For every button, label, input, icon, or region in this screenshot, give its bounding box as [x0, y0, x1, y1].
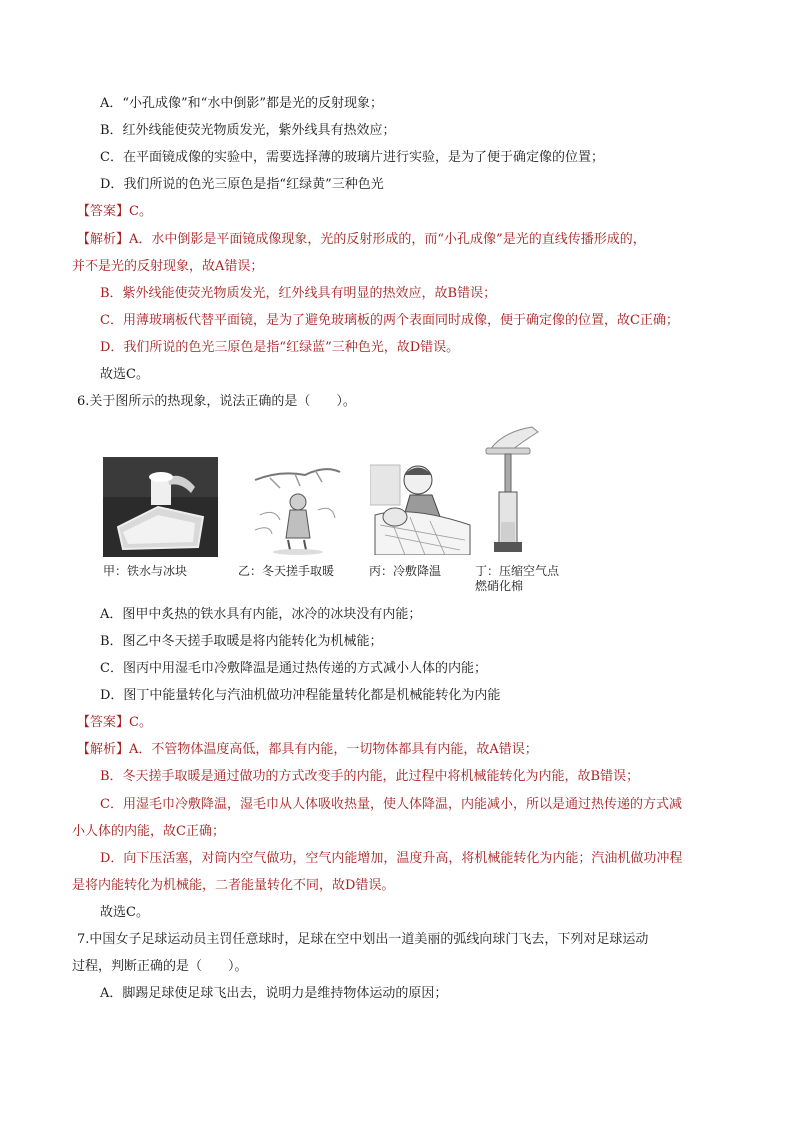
q7-option-a: A．脚踢足球使足球飞出去，说明力是维持物体运动的原因； [100, 986, 448, 1001]
q5-analysis-c: C．用薄玻璃板代替平面镜，是为了避免玻璃板的两个表面同时成像，便于确定像的位置，故C正确； [100, 313, 679, 328]
q5-option-b: B．红外线能使荧光物质发光，紫外线具有热效应； [100, 123, 396, 138]
q5-analysis-b: B．紫外线能使荧光物质发光，红外线具有明显的热效应，故B错误； [100, 286, 497, 301]
q5-option-d: D．我们所说的色光三原色是指“红绿黄”三种色光 [100, 177, 384, 192]
answer-tag: 【答案】 [77, 715, 130, 730]
q6-analysis-c-cont: 小人体的内能，故C正确； [72, 824, 225, 839]
q7-stem: 7.中国女子足球运动员主罚任意球时，足球在空中划出一道美丽的弧线向球门飞去，下列对足球运动 [77, 932, 649, 947]
analysis-tag: 【解析】 [77, 742, 130, 757]
q6-analysis-b: B．冬天搓手取暖是通过做功的方式改变手的内能，此过程中将机械能转化为内能，故B错误； [100, 769, 640, 784]
q6-analysis-d: D．向下压活塞，对筒内空气做功，空气内能增加，温度升高，将机械能转化为内能；汽油机做功冲程 [100, 851, 683, 866]
figure-compressed-air [482, 422, 542, 560]
analysis-tag: 【解析】 [77, 232, 130, 247]
answer-tag: 【答案】 [77, 204, 130, 219]
answer-value: C。 [129, 715, 152, 730]
q5-answer [77, 202, 152, 222]
q6-analysis-c: C．用湿毛巾冷敷降温，湿毛巾从人体吸收热量，使人体降温，内能减小，所以是通过热传递的方式减 [100, 797, 682, 812]
q5-option-a: A．“小孔成像”和“水中倒影”都是光的反射现象； [100, 96, 383, 111]
caption-bing: 丙：冷敷降温 [369, 564, 442, 578]
caption-ding: 丁：压缩空气点 [475, 564, 560, 578]
q5-analysis-a-cont: 并不是光的反射现象，故A错误； [72, 259, 264, 274]
caption-ding-cont: 燃硝化棉 [475, 579, 524, 593]
q5-conclusion: 故选C。 [100, 367, 149, 382]
q6-option-a: A．图甲中炙热的铁水具有内能，冰冷的冰块没有内能； [100, 607, 422, 622]
answer-value: C。 [129, 204, 152, 219]
q5-analysis-d: D．我们所说的色光三原色是指“红绿蓝”三种色光，故D错误。 [100, 340, 460, 355]
figure-rubbing-hands [240, 460, 350, 555]
figure-molten-iron-ice [103, 457, 218, 557]
analysis-text: A．水中倒影是平面镜成像现象，光的反射形成的，而“小孔成像”是光的直线传播形成的， [129, 232, 646, 247]
q6-analysis-a [77, 740, 538, 760]
q5-option-c: C．在平面镜成像的实验中，需要选择薄的玻璃片进行实验，是为了便于确定像的位置； [100, 150, 604, 165]
analysis-text: A．不管物体温度高低，都具有内能，一切物体都具有内能，故A错误； [129, 742, 538, 757]
q6-option-d: D．图丁中能量转化与汽油机做功冲程能量转化都是机械能转化为内能 [100, 688, 501, 703]
caption-yi: 乙：冬天搓手取暖 [238, 564, 335, 578]
q6-option-c: C．图丙中用湿毛巾冷敷降温是通过热传递的方式减小人体的内能； [100, 661, 487, 676]
q6-answer [77, 713, 152, 733]
figure-cold-compress [370, 455, 475, 555]
q5-analysis-a [77, 230, 646, 250]
q6-conclusion: 故选C。 [100, 905, 149, 920]
q6-option-b: B．图乙中冬天搓手取暖是将内能转化为机械能； [100, 634, 383, 649]
q7-stem-cont: 过程，判断正确的是（ ）。 [72, 959, 248, 974]
q6-stem: 6.关于图所示的热现象，说法正确的是（ ）。 [77, 394, 356, 409]
q6-analysis-d-cont: 是将内能转化为机械能，二者能量转化不同，故D错误。 [72, 878, 395, 893]
caption-jia: 甲：铁水与冰块 [103, 564, 188, 578]
